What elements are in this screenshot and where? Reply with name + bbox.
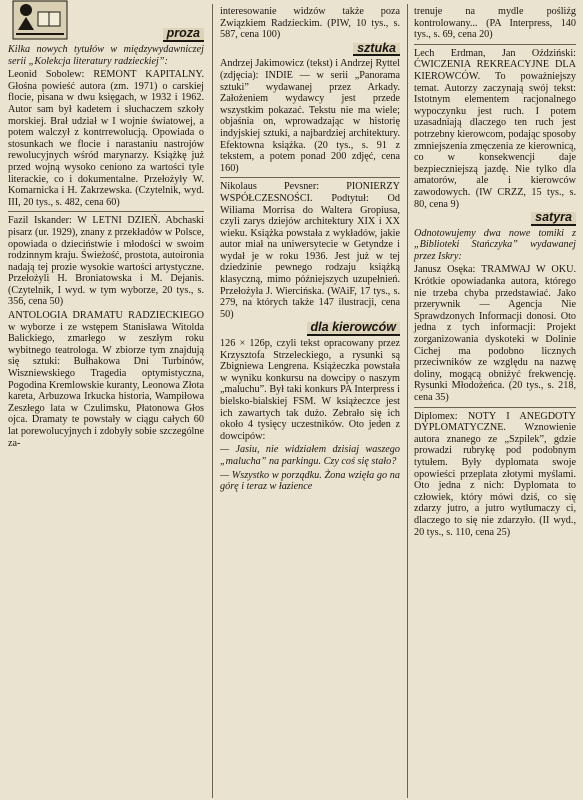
column-rule (407, 4, 408, 798)
book-entry: Lech Erdman, Jan Oździński: ĆWICZENIA REKREACYJNE DLA KIEROWCÓW. To poważniejszy temat. Autorzy zaczynają swój tekst: Istotnym elementem racjonalnego wypoczynku jest ruch. I potem uzasadniają dlaczego ten ruch jest potrzebny kierowcom, podając sposoby zmniejszenia zmęczenia ze kierownicą, co w konsekwencji daje bezpieczniejszą jazdę. Nie tylko dla amatorów, ale i kierowców zawodowych. (IW CRZZ, 15 tys., s. 80, cena 9) (414, 47, 576, 210)
book-entry: Diplomex: NOTY I ANEGDOTY DYPLOMATYCZNE. Wznowienie autora znanego ze „Szpilek”, gdzie prowadzi rubrykę pod podobnym tytułem. Były dyplomata swoje opowieści przeplata złotymi myślami. Oto jedna z nich: Dyplomata to człowiek, który mówi dziś, co się zdarzy jutro, a jutro wytłumaczy ci, dlaczego to się nie zdarzyło. (II wyd., 20 tys., s. 110, cena 25) (414, 410, 576, 538)
intro-text: Odnotowujemy dwa nowe tomiki z „Biblioteki Stańczyka” wydawanej przez Iskry: (414, 227, 576, 262)
book-entry: Nikolaus Pevsner: PIONIERZY WSPÓŁCZESNOŚCI. Podtytuł: Od Wiliama Morrisa do Waltera Gropiusa, czyli zarys dziejów architektury XIX i XX wieku. Książka powstała z wykładów, jakie autor miał na uniwersytecie w Getyndze i wydał je w roku 1936. Jest już w tej dziedzinie pewnego rodzaju książką klasyczną, mimo późniejszych uzupełnień. Przełożyła J. Wiercińska. (WAiF, 17 tys., s. 279, na których także 147 ilustracji, cena 50) (220, 181, 400, 320)
intro-text: Kilka nowych tytułów w międzywydawniczej serii „Kolekcja literatury radzieckiej”: (8, 44, 204, 67)
section-heading: dla kierowców (220, 322, 400, 336)
section-heading: proza (163, 28, 204, 42)
divider (220, 177, 400, 178)
joke-line: — Jasiu, nie widziałem dzisiaj waszego „malucha” na parkingu. Czy coś się stało? (220, 444, 400, 467)
continued-text: trenuje na mydle pośliźg kontrolowany... (PA Interpress, 140 tys., s. 69, cena 20) (414, 6, 576, 41)
book-entry: ANTOLOGIA DRAMATU RADZIECKIEGO w wyborze i ze wstępem Stanisława Witolda Balickiego, zmarłego w zeszłym roku wybitnego teatrologa. W zbiorze tym znajdują się sztuki: Bułhakowa Dni Turbinów, Wiszniewskiego Tragedia optymistyczna, Pogodina Kremlowskie kuranty, Leonowa Złota kareta, Arbuzowa Irkucka historia, Wampiłowa Zeszłego lata w Czulimsku, Płatonowa Głos ojca. Dramaty te powstały w ciągu całych 60 lat porewolucyjnych i zdobyły sobie szczególne za- (8, 310, 204, 449)
joke-line: — Wszystko w porządku. Żona wzięła go na górę i teraz w łazience (220, 469, 400, 493)
book-entry: Andrzej Jakimowicz (tekst) i Andrzej Ryttel (zdjęcia): INDIE — w serii „Panorama sztuki” wydawanej przez Arkady. Założeniem wydawcy jest przede wszystkim pokazać. Tekstu nie ma wiele; objaśnia on, wprowadzając w historię indyjskiej sztuki, a najbardziej architektury. Efektowna książka. (20 tys., s. 91 z tekstem, a potem ponad 200 zdjęć, cena 160) (220, 58, 400, 174)
book-entry: Fazil Iskander: W LETNI DZIEŃ. Abchaski pisarz (ur. 1929), znany z przekładów w Polsce, opowiada o dzieciństwie i młodości w swoim rodzinnym kraju. Świeżość, prostota, autoironia nadają tej prozie wysokie wartości artystyczne. Przełożyli H. Broniatowska i M. Dejanis. (Czytelnik, I wyd. w tym wyborze, 20 tys., s. 356, cena 50) (8, 215, 204, 308)
column-2 (220, 0, 400, 495)
book-entry: Leonid Sobolew: REMONT KAPITALNY. Głośna powieść autora (zm. 1971) o carskiej flocie, pisana w dwu księgach, w 1932 i 1962. Autor sam był kadetem i słuchaczem szkoły morskiej. Brał udział w I wojnie światowej, a potem walczył z kontrrewolucją. Opowiada o stosunkach we flocie i narastaniu nastrojów rewolucyjnych wśród marynarzy. Książkę już przed wojną wysoko ceniono za wartości tyle literackie, co i dokumentalne. Przełożyły W. Komarnicka i H. Zakrzewska. (Czytelnik, wyd. III, 20 tys., s. 482, cena 60) (8, 69, 204, 208)
divider (414, 407, 576, 408)
section-heading: satyra (414, 212, 576, 226)
section-heading: sztuka (220, 43, 400, 57)
divider (8, 211, 204, 212)
column-header (8, 0, 204, 44)
continued-text: interesowanie widzów także poza Związkiem Radzieckim. (PIW, 10 tys., s. 587, cena 100) (220, 6, 400, 41)
divider (414, 44, 576, 45)
book-entry: Janusz Osęka: TRAMWAJ W OKU. Krótkie opowiadanka autora, którego nie trzeba chyba przedstawiać. Jako przerywnik — Agencja Nie Sprawdzonych Informacji donosi. Oto jedna z tych informacji: Projekt zorganizowania dyskoteki w Dolinie Cichej ma podobno licznych przeciwników ze względu na nazwę doliny, mogącą obniżyć frekwencję. Rysunki Młodożeńca. (20 tys., s. 218, cena 35) (414, 264, 576, 403)
column-rule (212, 4, 213, 798)
column-3 (414, 0, 576, 540)
reading-figure-icon (12, 0, 68, 40)
column-1 (8, 0, 204, 451)
book-entry: 126 × 126p, czyli tekst opracowany przez Krzysztofa Strzeleckiego, a rysunki są Zbigniewa Lengrena. Książeczka powstała w wyniku konkursu na dowcipy o naszym „maluchu”. Był taki konkurs PA Interpress i bielsko-bialskiej FSM. W książeczce jest ich zawartych tak dużo. Zebrało się ich około 4 tysięcy uczestników. Oto jeden z dowcipów: (220, 338, 400, 442)
